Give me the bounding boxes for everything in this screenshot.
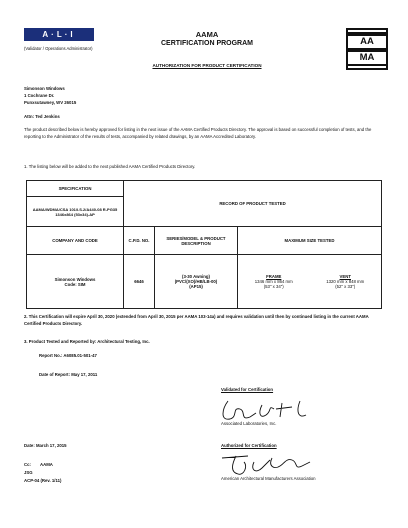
record-header: RECORD OF PRODUCT TESTED xyxy=(124,181,382,227)
series-header: SERIES/MODEL & PRODUCT DESCRIPTION xyxy=(155,227,238,255)
vent-value-inches: (52" x 33") xyxy=(335,284,356,289)
company-name: Simonson Windows xyxy=(54,276,96,282)
frame-value: 1346 mm x 864 mm xyxy=(254,279,293,284)
cpd-number: 6646 xyxy=(124,255,155,309)
vent-cell xyxy=(310,255,382,309)
series-line-3: (AP15) xyxy=(189,284,203,289)
series-cell xyxy=(155,255,238,309)
authorized-label: Authorized for Certification xyxy=(221,443,277,448)
aama-name: American Architectural Manufacturers Association xyxy=(221,476,316,481)
cpd-header: C.P.D. NO. xyxy=(124,227,155,255)
vent-label: VENT xyxy=(339,274,351,279)
item-1: 1. The listing below will be added to the next published AAMA Certified Products Directory. xyxy=(24,164,196,169)
form-number: ACP-04 (Rev. 1/11) xyxy=(24,478,62,483)
header-subtitle: CERTIFICATION PROGRAM xyxy=(160,40,254,47)
certification-table xyxy=(26,180,382,309)
address-line-1: Simonson Windows xyxy=(24,86,65,91)
aama-logo-top: AA xyxy=(360,36,374,47)
aama-logo-bottom: MA xyxy=(359,52,375,63)
company-header: COMPANY AND CODE xyxy=(27,227,124,255)
intro-paragraph: The product described below is hereby approved for listing in the next issue of the AAMA Certified Products Directory. The approval is based on successful completion of tests, and the reporting to the Administrator of the results of tests, accompanied by related drawings, by an AAMA Accredited Laboratory. xyxy=(24,127,372,139)
ali-name: Associated Laboratories, Inc. xyxy=(221,421,277,426)
frame-value-inches: (53" x 34") xyxy=(263,284,284,289)
spec-value: AAMA/WDMA/CSA 101/I.S.2/A440-08 R-PG35 1346x864 (53x34)-AP xyxy=(27,197,124,227)
company-cell xyxy=(27,255,124,309)
cc-label: Cc: xyxy=(24,462,31,467)
report-date: Date of Report: May 17, 2011 xyxy=(39,372,98,377)
vent-value: 1320 mm x 848 mm xyxy=(326,279,365,284)
series-line-1: (3-30 Awning) xyxy=(182,274,210,279)
attention-line: Attn: Ted Jenkins xyxy=(24,114,60,119)
ali-logo: A·L·I xyxy=(24,28,94,41)
report-number: Report No.: A6085.01-501-47 xyxy=(39,353,97,358)
authorization-heading: AUTHORIZATION FOR PRODUCT CERTIFICATION xyxy=(152,63,262,68)
max-size-header: MAXIMUM SIZE TESTED xyxy=(238,227,382,255)
frame-label: FRAME xyxy=(266,274,282,279)
date-line: Date: March 17, 2015 xyxy=(24,443,67,448)
address-line-2: 1 Cochrane Dr. xyxy=(24,93,55,98)
company-code: Code: SIM xyxy=(64,281,86,287)
ali-logo-subtitle: (Validator / Operations Administrator) xyxy=(24,46,93,51)
cc-line-1: AAMA xyxy=(40,462,53,467)
frame-cell xyxy=(238,255,310,309)
item-3: 3. Product Tested and Reported by: Architectural Testing, Inc. xyxy=(24,339,150,344)
validated-label: Validated for Certification xyxy=(221,387,274,392)
series-line-2: (PVC/(XO)/HB/LB-00) xyxy=(174,279,218,284)
item-2: 2. This Certification will expire April 30, 2020 (extended from April 30, 2015 per AAMA 103-14a) and requires validation until then by continued listing in the current AAMA Certified Products Directory. xyxy=(24,314,369,326)
address-line-3: Punxsutawney, WV 26015 xyxy=(24,100,77,105)
aama-logo xyxy=(346,28,388,70)
spec-header: SPECIFICATION xyxy=(27,181,124,197)
cc-line-2: JSG xyxy=(24,470,33,475)
header-title: AAMA xyxy=(195,30,219,39)
